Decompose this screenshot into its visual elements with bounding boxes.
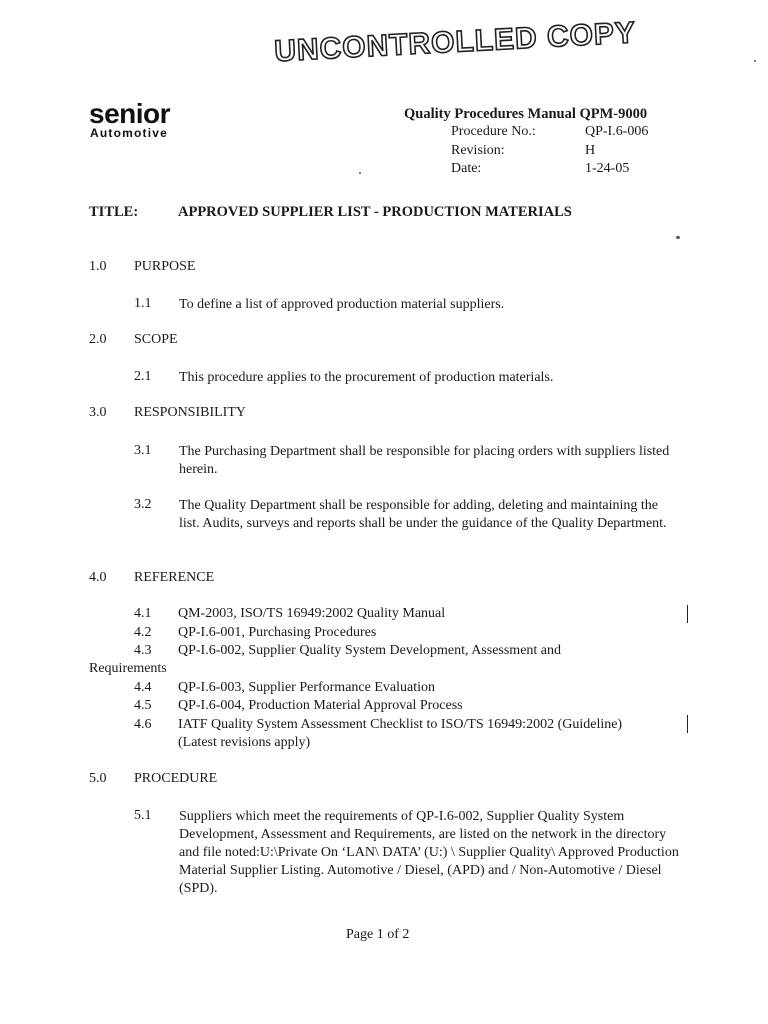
section-heading: SCOPE: [134, 332, 178, 347]
section-number: 4.0: [89, 570, 107, 585]
section-heading: REFERENCE: [134, 570, 215, 585]
item-text: The Quality Department shall be responsible for adding, deleting and maintaining the list. Audits, surveys and reports shall be under the guidance of the Quality Department.: [179, 498, 667, 531]
stamp-text: UNCONTROLLED COPY: [273, 16, 637, 69]
section-heading: PURPOSE: [134, 259, 196, 274]
revision-bar: [687, 715, 688, 733]
section-heading: RESPONSIBILITY: [134, 405, 247, 420]
section-number: 2.0: [89, 332, 107, 347]
reference-continuation: Requirements: [89, 661, 167, 676]
reference-continuation: (Latest revisions apply): [178, 735, 311, 750]
reference-number: 4.2: [134, 625, 152, 640]
item-text: To define a list of approved production material suppliers.: [179, 297, 505, 312]
revision-label: Revision:: [451, 143, 505, 158]
section-heading: PROCEDURE: [134, 771, 218, 786]
item-number: 3.1: [134, 443, 152, 458]
date-value: 1-24-05: [585, 161, 630, 176]
item-number: 1.1: [134, 296, 152, 311]
item-text: The Purchasing Department shall be responsible for placing orders with suppliers listed herein.: [179, 444, 670, 477]
document-title: APPROVED SUPPLIER LIST - PRODUCTION MATERIALS: [178, 204, 572, 220]
reference-text: QP-I.6-003, Supplier Performance Evaluation: [178, 680, 435, 695]
scan-speck: [359, 172, 361, 174]
item-text: This procedure applies to the procurement of production materials.: [179, 370, 554, 385]
revision-value: H: [585, 143, 596, 158]
reference-number: 4.1: [134, 606, 152, 621]
scan-speck: [676, 236, 680, 239]
reference-number: 4.3: [134, 643, 152, 658]
reference-text: QP-I.6-004, Production Material Approval Process: [178, 698, 463, 713]
reference-text: IATF Quality System Assessment Checklist to ISO/TS 16949:2002 (Guideline): [178, 717, 623, 732]
item-number: 5.1: [134, 808, 152, 823]
scan-speck: [754, 60, 756, 62]
page-number: Page 1 of 2: [346, 927, 410, 942]
revision-bar: [687, 605, 688, 623]
uncontrolled-copy-stamp: [270, 16, 637, 69]
reference-number: 4.4: [134, 680, 152, 695]
reference-number: 4.6: [134, 717, 152, 732]
procedure-no-label: Procedure No.:: [451, 124, 536, 139]
logo-division: Automotive: [90, 126, 168, 140]
section-number: 1.0: [89, 259, 107, 274]
date-label: Date:: [451, 161, 482, 176]
reference-text: QM-2003, ISO/TS 16949:2002 Quality Manual: [178, 606, 446, 621]
stamp-graphic: [270, 16, 637, 69]
reference-text: QP-I.6-002, Supplier Quality System Development, Assessment and: [178, 643, 562, 658]
procedure-no-value: QP-I.6-006: [585, 124, 649, 139]
item-number: 2.1: [134, 369, 152, 384]
senior-logo: senior: [89, 98, 171, 129]
manual-title: Quality Procedures Manual QPM-9000: [404, 106, 648, 122]
section-number: 5.0: [89, 771, 107, 786]
reference-number: 4.5: [134, 698, 152, 713]
section-number: 3.0: [89, 405, 107, 420]
reference-text: QP-I.6-001, Purchasing Procedures: [178, 625, 377, 640]
item-text: Suppliers which meet the requirements of QP-I.6-002, Supplier Quality System Development, Assessment and Requirements, are listed on the network in the directory and file noted:U:\Private On ‘LAN\ DATA’ (U:) \ Supplier Quality\ Approved Production Material Supplier Listing. Automotive / Diesel, (APD) and / Non-Automotive / Diesel (SPD).: [179, 809, 679, 896]
title-label: TITLE:: [89, 204, 139, 220]
item-number: 3.2: [134, 497, 152, 512]
